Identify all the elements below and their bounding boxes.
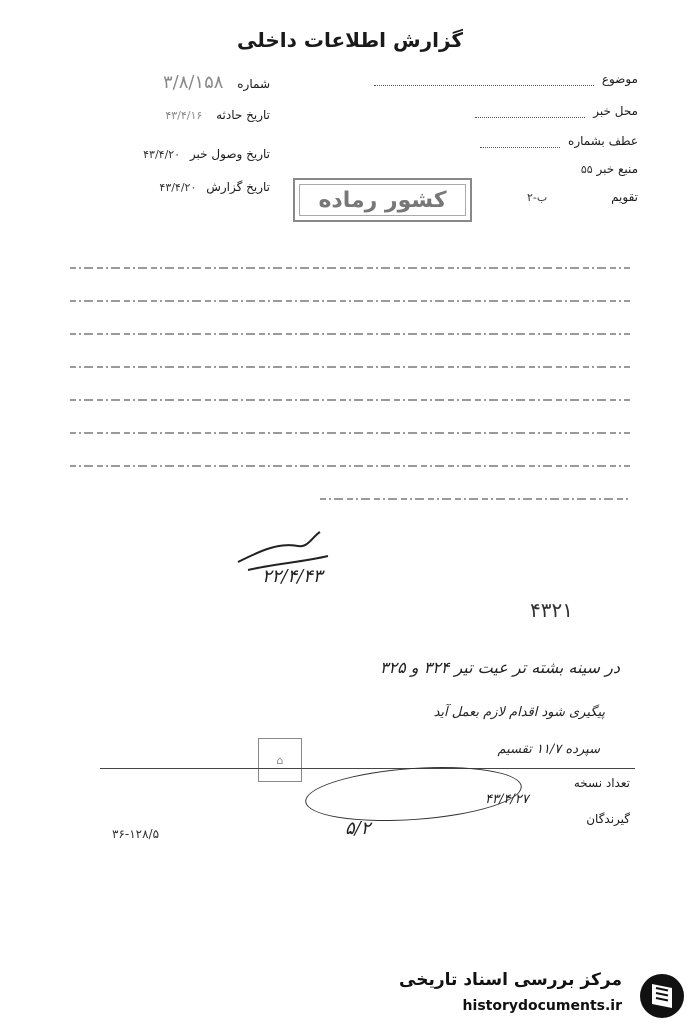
assessment-field bbox=[527, 190, 638, 204]
reference-field bbox=[480, 134, 638, 148]
signature-date: ۲۲/۴/۴۳ bbox=[262, 566, 323, 587]
handwritten-note-2: پیگیری شود اقدام لازم بعمل آید bbox=[433, 705, 605, 720]
lower-number: ۵/۲ bbox=[345, 818, 371, 839]
event-date-value: ۴۳/۴/۱۶ bbox=[165, 109, 203, 122]
archive-logo-icon bbox=[638, 972, 686, 1020]
location-dots bbox=[475, 105, 585, 118]
subject-field bbox=[374, 72, 638, 86]
subject-label: موضوع bbox=[601, 72, 638, 86]
document-title: گزارش اطلاعات داخلی bbox=[236, 28, 464, 52]
event-date-field bbox=[165, 108, 270, 122]
stamp-text: کشور رماده bbox=[318, 187, 447, 213]
report-date-value: ۴۳/۴/۲۰ bbox=[159, 181, 197, 194]
reference-label: عطف بشماره bbox=[568, 134, 638, 148]
copies-field bbox=[574, 776, 630, 790]
received-date-value: ۴۳/۴/۲۰ bbox=[143, 148, 181, 161]
recipients-field bbox=[586, 812, 630, 826]
location-field bbox=[475, 104, 638, 118]
handwritten-note-1: در سینه بشته تر عیت تیر ۳۲۴ و ۳۲۵ bbox=[379, 658, 620, 677]
reference-dots bbox=[480, 135, 560, 148]
location-label: محل خبر bbox=[593, 104, 638, 118]
subject-dots bbox=[374, 73, 594, 86]
small-box-stamp: ⌂ bbox=[258, 738, 302, 782]
report-date-label: تاریخ گزارش bbox=[206, 180, 270, 194]
source-label: منبع خبر bbox=[596, 162, 638, 176]
report-date-field bbox=[159, 180, 270, 194]
separator-line bbox=[100, 768, 635, 769]
received-date-field bbox=[143, 147, 270, 161]
number-label: شماره bbox=[237, 77, 270, 91]
handwritten-note-3: سپرده ۱۱/۷ تقسیم bbox=[497, 742, 600, 757]
number-value: ۳/۸/۱۵۸ bbox=[162, 72, 224, 93]
lower-date: ۴۳/۴/۲۷ bbox=[485, 792, 529, 807]
received-date-label: تاریخ وصول خبر bbox=[189, 147, 270, 161]
number-field bbox=[163, 72, 270, 93]
event-date-label: تاریخ حادثه bbox=[216, 108, 270, 122]
watermark-url: historydocuments.ir bbox=[462, 998, 622, 1014]
assessment-label: تقویم bbox=[611, 190, 638, 204]
copies-label: تعداد نسخه bbox=[573, 776, 630, 790]
watermark-org-name: مرکز بررسی اسناد تاریخی bbox=[399, 970, 622, 990]
source-field bbox=[581, 162, 638, 176]
document-stamp bbox=[293, 178, 472, 222]
faded-body-text bbox=[70, 262, 630, 512]
footer-code: ۳۶-۱۲۸/۵ bbox=[112, 827, 160, 841]
margin-number: ۴۳۲۱ bbox=[530, 598, 573, 622]
watermark-logo bbox=[399, 966, 692, 1024]
source-value: ۵۵ bbox=[580, 163, 593, 176]
assessment-value: ب-۲ bbox=[526, 191, 548, 204]
recipients-label: گیرندگان bbox=[586, 812, 630, 826]
stamp-border bbox=[299, 184, 466, 216]
